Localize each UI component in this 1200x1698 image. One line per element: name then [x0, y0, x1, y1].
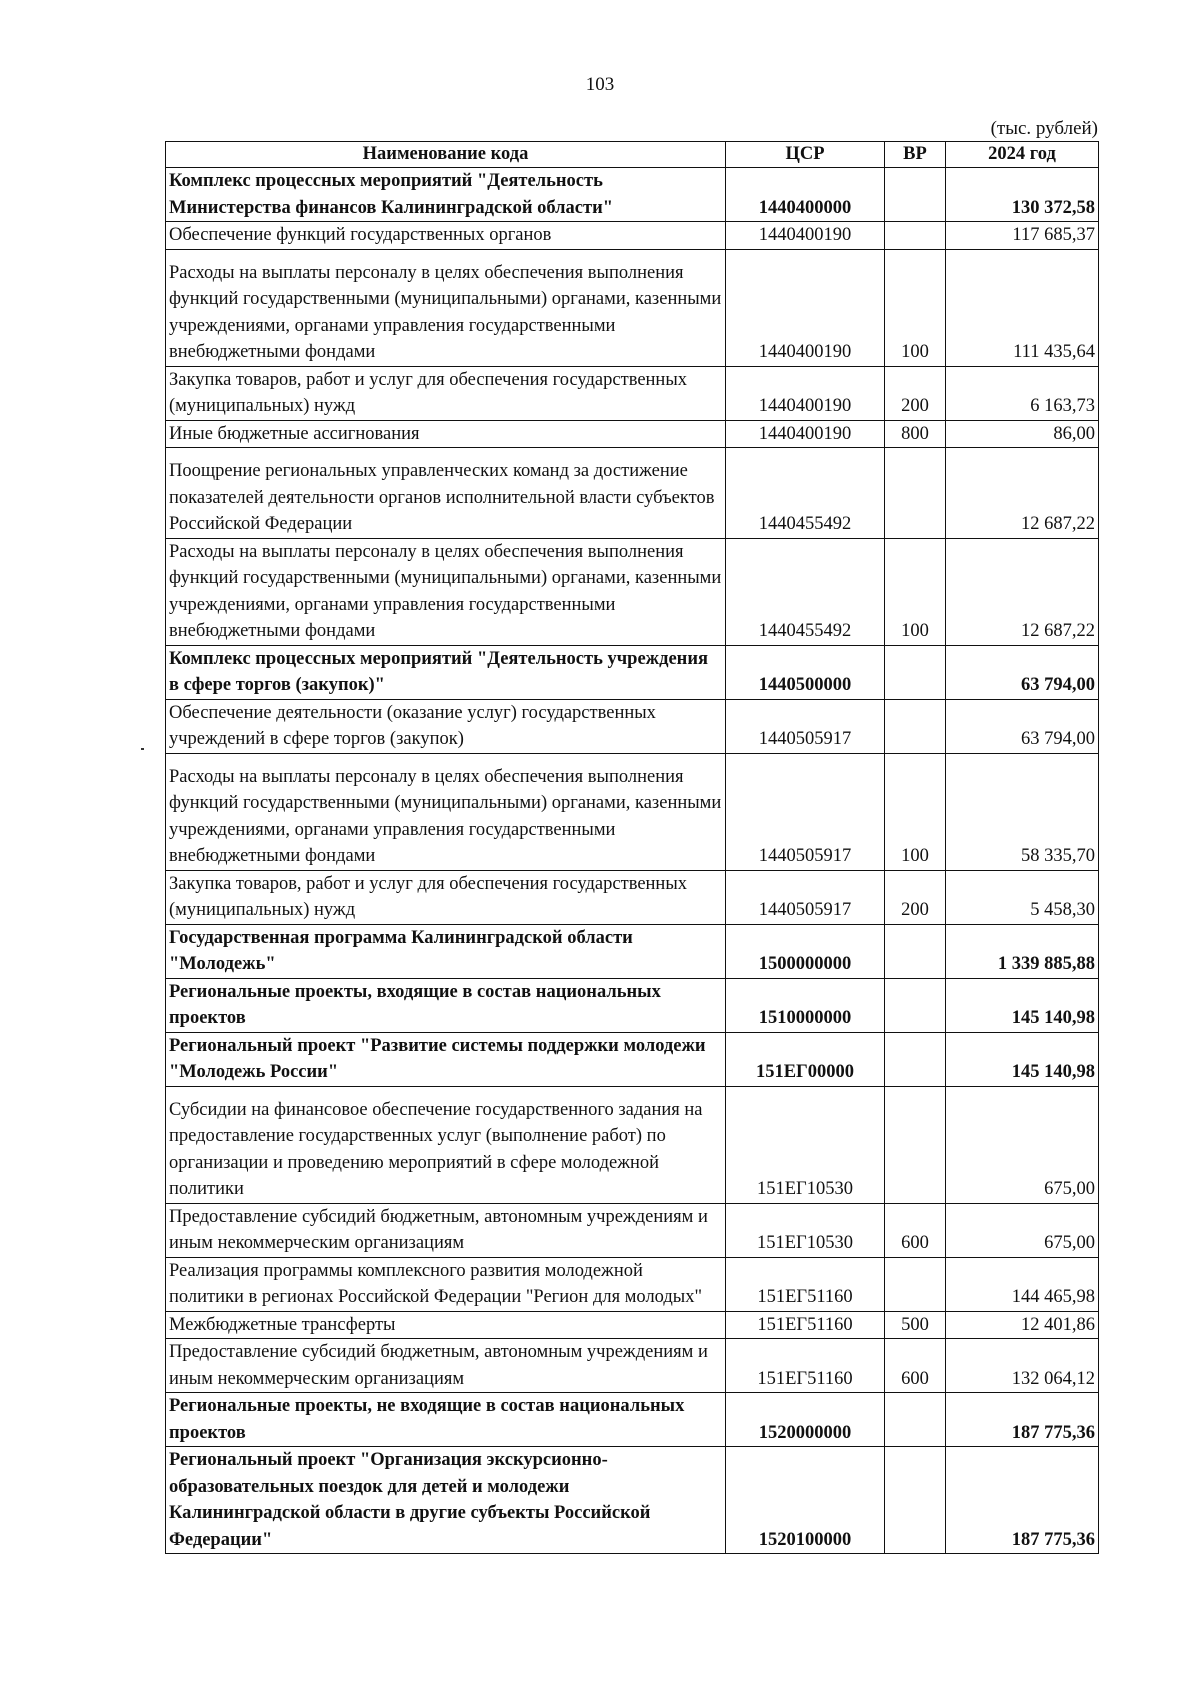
row-sum-cell: 187 775,36	[946, 1393, 1099, 1447]
table-row	[166, 420, 1099, 448]
row-sum-cell: 86,00	[946, 420, 1099, 448]
row-sum-cell: 63 794,00	[946, 645, 1099, 699]
table-row	[166, 1311, 1099, 1339]
row-vr-cell: 500	[885, 1311, 946, 1339]
row-csr-cell: 151ЕГ51160	[726, 1339, 885, 1393]
row-csr-cell: 151ЕГ51160	[726, 1257, 885, 1311]
row-sum-cell: 145 140,98	[946, 1032, 1099, 1086]
row-sum-cell: 187 775,36	[946, 1447, 1099, 1554]
row-csr-cell: 151ЕГ00000	[726, 1032, 885, 1086]
row-name-cell: Закупка товаров, работ и услуг для обеспечения государственных (муниципальных) нужд	[166, 366, 726, 420]
table-row	[166, 249, 1099, 366]
row-vr-cell	[885, 645, 946, 699]
row-csr-cell: 151ЕГ10530	[726, 1203, 885, 1257]
row-vr-cell: 200	[885, 366, 946, 420]
row-csr-cell: 1500000000	[726, 924, 885, 978]
unit-note: (тыс. рублей)	[990, 118, 1098, 139]
row-name-cell: Субсидии на финансовое обеспечение государственного задания на предоставление государственных услуг (выполнение работ) по организации и проведению мероприятий в сфере молодежной политики	[166, 1086, 726, 1203]
row-csr-cell: 1520000000	[726, 1393, 885, 1447]
row-csr-cell: 1510000000	[726, 978, 885, 1032]
table-row	[166, 753, 1099, 870]
row-name-cell: Межбюджетные трансферты	[166, 1311, 726, 1339]
header-csr: ЦСР	[726, 142, 885, 168]
row-sum-cell: 1 339 885,88	[946, 924, 1099, 978]
row-name-cell: Региональный проект "Организация экскурсионно-образовательных поездок для детей и молодежи Калининградской области в другие субъекты Российской Федерации"	[166, 1447, 726, 1554]
row-csr-cell: 151ЕГ51160	[726, 1311, 885, 1339]
row-sum-cell: 12 687,22	[946, 448, 1099, 539]
row-name-cell: Реализация программы комплексного развития молодежной политики в регионах Российской Федерации "Регион для молодых"	[166, 1257, 726, 1311]
row-sum-cell: 5 458,30	[946, 870, 1099, 924]
row-vr-cell: 600	[885, 1339, 946, 1393]
row-csr-cell: 151ЕГ10530	[726, 1086, 885, 1203]
row-csr-cell: 1440455492	[726, 448, 885, 539]
row-sum-cell: 675,00	[946, 1203, 1099, 1257]
row-vr-cell: 100	[885, 249, 946, 366]
table-header-row	[166, 142, 1099, 168]
row-csr-cell: 1440400190	[726, 249, 885, 366]
row-sum-cell: 145 140,98	[946, 978, 1099, 1032]
row-csr-cell: 1440400190	[726, 366, 885, 420]
row-name-cell: Региональный проект "Развитие системы поддержки молодежи "Молодежь России"	[166, 1032, 726, 1086]
table-row	[166, 924, 1099, 978]
row-name-cell: Расходы на выплаты персоналу в целях обеспечения выполнения функций государственными (муниципальными) органами, казенными учреждениями, органами управления государственными внебюджетными фондами	[166, 753, 726, 870]
row-sum-cell: 12 687,22	[946, 538, 1099, 645]
row-vr-cell: 800	[885, 420, 946, 448]
row-sum-cell: 117 685,37	[946, 222, 1099, 250]
row-vr-cell: 600	[885, 1203, 946, 1257]
stray-mark	[141, 748, 144, 750]
header-vr: ВР	[885, 142, 946, 168]
row-sum-cell: 130 372,58	[946, 168, 1099, 222]
table-row	[166, 1257, 1099, 1311]
row-name-cell: Обеспечение функций государственных органов	[166, 222, 726, 250]
row-csr-cell: 1440400000	[726, 168, 885, 222]
table-row	[166, 222, 1099, 250]
table-row	[166, 1032, 1099, 1086]
row-name-cell: Поощрение региональных управленческих команд за достижение показателей деятельности органов исполнительной власти субъектов Российской Федерации	[166, 448, 726, 539]
row-vr-cell	[885, 168, 946, 222]
table-row	[166, 978, 1099, 1032]
table-row	[166, 1203, 1099, 1257]
page-number: 103	[585, 74, 615, 95]
row-vr-cell	[885, 1447, 946, 1554]
row-vr-cell	[885, 699, 946, 753]
row-sum-cell: 144 465,98	[946, 1257, 1099, 1311]
table-body	[166, 168, 1099, 1554]
row-vr-cell	[885, 924, 946, 978]
budget-table	[165, 141, 1099, 1554]
row-name-cell: Комплекс процессных мероприятий "Деятельность Министерства финансов Калининградской области"	[166, 168, 726, 222]
table-row	[166, 366, 1099, 420]
row-csr-cell: 1440505917	[726, 870, 885, 924]
row-name-cell: Региональные проекты, не входящие в состав национальных проектов	[166, 1393, 726, 1447]
row-name-cell: Комплекс процессных мероприятий "Деятельность учреждения в сфере торгов (закупок)"	[166, 645, 726, 699]
row-vr-cell	[885, 1257, 946, 1311]
row-sum-cell: 111 435,64	[946, 249, 1099, 366]
row-name-cell: Предоставление субсидий бюджетным, автономным учреждениям и иным некоммерческим организациям	[166, 1203, 726, 1257]
table-row	[166, 699, 1099, 753]
header-name: Наименование кода	[166, 142, 726, 168]
row-csr-cell: 1520100000	[726, 1447, 885, 1554]
row-vr-cell: 200	[885, 870, 946, 924]
table-row	[166, 168, 1099, 222]
row-vr-cell	[885, 1032, 946, 1086]
table-row	[166, 1393, 1099, 1447]
row-vr-cell: 100	[885, 753, 946, 870]
row-csr-cell: 1440455492	[726, 538, 885, 645]
row-name-cell: Региональные проекты, входящие в состав национальных проектов	[166, 978, 726, 1032]
row-vr-cell	[885, 978, 946, 1032]
header-sum: 2024 год	[946, 142, 1099, 168]
row-name-cell: Иные бюджетные ассигнования	[166, 420, 726, 448]
row-name-cell: Расходы на выплаты персоналу в целях обеспечения выполнения функций государственными (муниципальными) органами, казенными учреждениями, органами управления государственными внебюджетными фондами	[166, 249, 726, 366]
row-sum-cell: 58 335,70	[946, 753, 1099, 870]
row-sum-cell: 6 163,73	[946, 366, 1099, 420]
table-row	[166, 645, 1099, 699]
row-sum-cell: 63 794,00	[946, 699, 1099, 753]
row-name-cell: Государственная программа Калининградской области "Молодежь"	[166, 924, 726, 978]
row-vr-cell: 100	[885, 538, 946, 645]
row-vr-cell	[885, 1086, 946, 1203]
row-name-cell: Расходы на выплаты персоналу в целях обеспечения выполнения функций государственными (муниципальными) органами, казенными учреждениями, органами управления государственными внебюджетными фондами	[166, 538, 726, 645]
table-row	[166, 1086, 1099, 1203]
row-name-cell: Предоставление субсидий бюджетным, автономным учреждениям и иным некоммерческим организациям	[166, 1339, 726, 1393]
row-vr-cell	[885, 222, 946, 250]
row-csr-cell: 1440500000	[726, 645, 885, 699]
table-row	[166, 870, 1099, 924]
table-row	[166, 448, 1099, 539]
table-row	[166, 538, 1099, 645]
row-csr-cell: 1440400190	[726, 420, 885, 448]
row-name-cell: Закупка товаров, работ и услуг для обеспечения государственных (муниципальных) нужд	[166, 870, 726, 924]
table-row	[166, 1447, 1099, 1554]
row-sum-cell: 675,00	[946, 1086, 1099, 1203]
row-csr-cell: 1440505917	[726, 753, 885, 870]
row-csr-cell: 1440400190	[726, 222, 885, 250]
row-name-cell: Обеспечение деятельности (оказание услуг) государственных учреждений в сфере торгов (закупок)	[166, 699, 726, 753]
table-row	[166, 1339, 1099, 1393]
row-sum-cell: 132 064,12	[946, 1339, 1099, 1393]
row-sum-cell: 12 401,86	[946, 1311, 1099, 1339]
row-csr-cell: 1440505917	[726, 699, 885, 753]
row-vr-cell	[885, 1393, 946, 1447]
row-vr-cell	[885, 448, 946, 539]
